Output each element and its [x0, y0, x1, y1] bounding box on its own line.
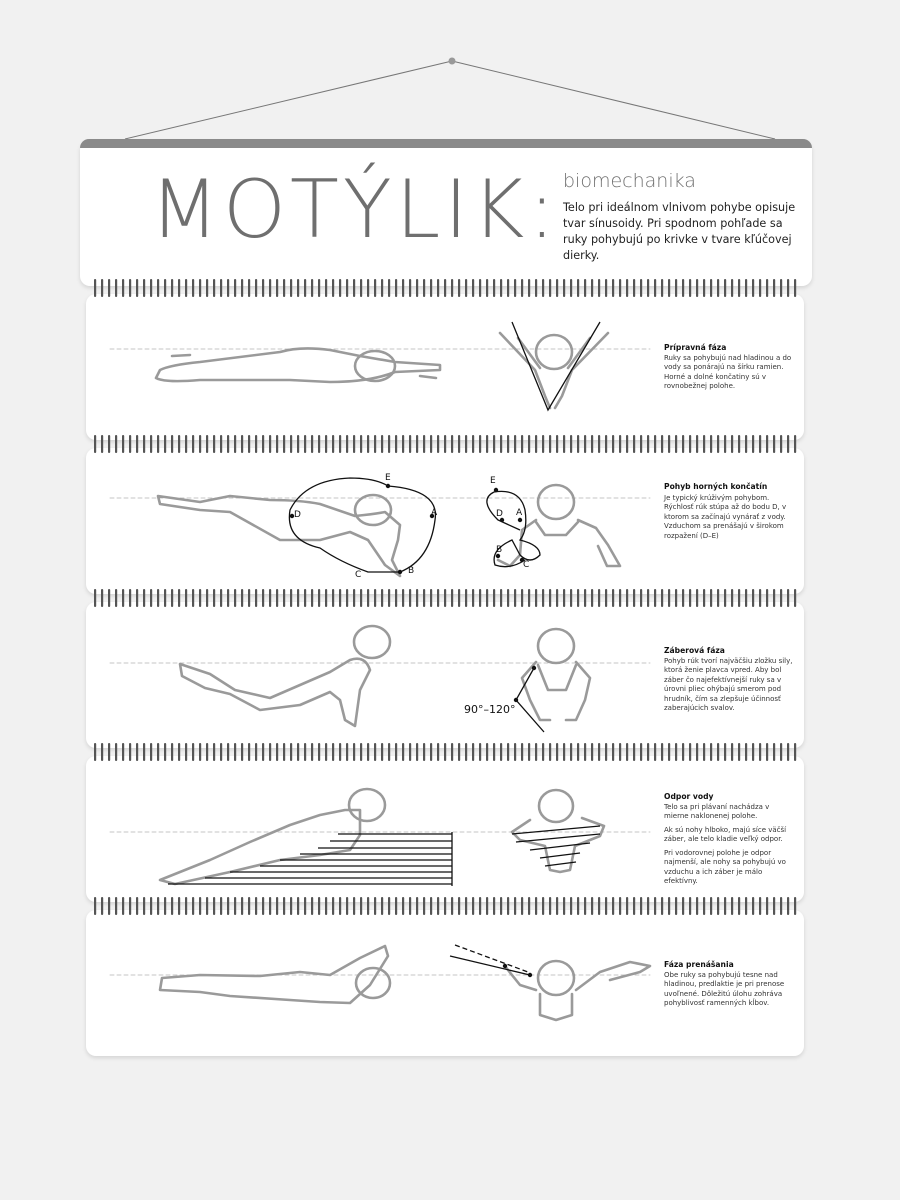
phase-5-title: Fáza prenášania — [664, 960, 734, 969]
page-title: MOTÝLIK: — [150, 163, 560, 256]
point-label: A — [431, 508, 438, 518]
point-label: E — [385, 473, 391, 483]
point-label: C — [523, 560, 530, 570]
point-label: D — [496, 509, 503, 519]
phase-4-text-3: Pri vodorovnej polohe je odpor najmenší, ale nohy sa pohybujú vo vzduchu a ich záber je málo efektívny. — [664, 849, 786, 886]
swimmer-top-4 — [512, 790, 604, 872]
phase-4-text-2: Ak sú nohy hlboko, majú síce väčší záber, ale telo kladie veľký odpor. — [664, 826, 787, 844]
swimmer-top-2 — [498, 485, 620, 566]
phase-1-title: Prípravná fáza — [664, 343, 727, 352]
phase-4-text-1: Telo sa pri plávaní nachádza v mierne naklonenej polohe. — [664, 803, 770, 821]
point-label: B — [496, 545, 503, 555]
phase-3-title: Záberová fáza — [664, 646, 725, 655]
phase-2-side-loop — [289, 478, 438, 572]
swimmer-side-1 — [156, 348, 440, 382]
phase-2-text: Je typický krúživým pohybom. Rýchlosť rúk stúpa až do bodu D, v ktorom sa začínajú vynárať z vody. Vzduchom sa prenášajú v širokom rozpažení (D–E) — [664, 494, 787, 540]
swimmer-side-4 — [160, 789, 385, 884]
swimmer-top-1 — [500, 333, 608, 408]
swimmer-side-2 — [158, 495, 400, 576]
swimmer-side-5 — [160, 946, 390, 1003]
phase-1-text: Ruky sa pohybujú nad hladinou a do vody sa ponárajú na šírku ramien. Horné a dolné končatiny sú v rovnobežnej polohe. — [664, 354, 792, 391]
point-label: B — [408, 566, 415, 576]
swimmer-side-3 — [180, 626, 390, 726]
phase-2-title: Pohyb horných končatín — [664, 482, 768, 491]
phase-2-top-keyhole — [487, 491, 540, 566]
phase-5-text: Obe ruky sa pohybujú tesne nad hladinou, predlaktie je pri prenose uvoľnené. Dôležitú úlohu zohráva pohyblivosť ramenných kĺbov. — [664, 971, 785, 1008]
phase-5-arm-dash — [455, 945, 528, 972]
point-label: C — [355, 570, 362, 580]
angle-label: 90°–120° — [464, 703, 516, 716]
phase-3-text: Pohyb rúk tvorí najväčšiu zložku sily, ktorá ženie plavca vpred. Aby bol záber čo najefektívnejší ruky sa v úrovni pliec ohýbajú smerom pod hrudník, čím sa zlepšuje účinnosť zaberajúcich svalov. — [664, 657, 793, 713]
swimmer-top-3 — [522, 629, 590, 720]
point-label: A — [516, 508, 523, 518]
swimmer-top-5 — [505, 961, 650, 1020]
page-subtitle: biomechanika — [563, 170, 696, 192]
phase-5-arm-line — [450, 956, 530, 975]
point-label: D — [294, 510, 301, 520]
intro-text: Telo pri ideálnom vlnivom pohybe opisuje tvar sínusoidy. Pri spodnom pohľade sa ruky pohybujú po krivke v tvare kľúčovej dierky. — [563, 201, 796, 262]
point-label: E — [490, 476, 496, 486]
phase-4-title: Odpor vody — [664, 792, 714, 801]
